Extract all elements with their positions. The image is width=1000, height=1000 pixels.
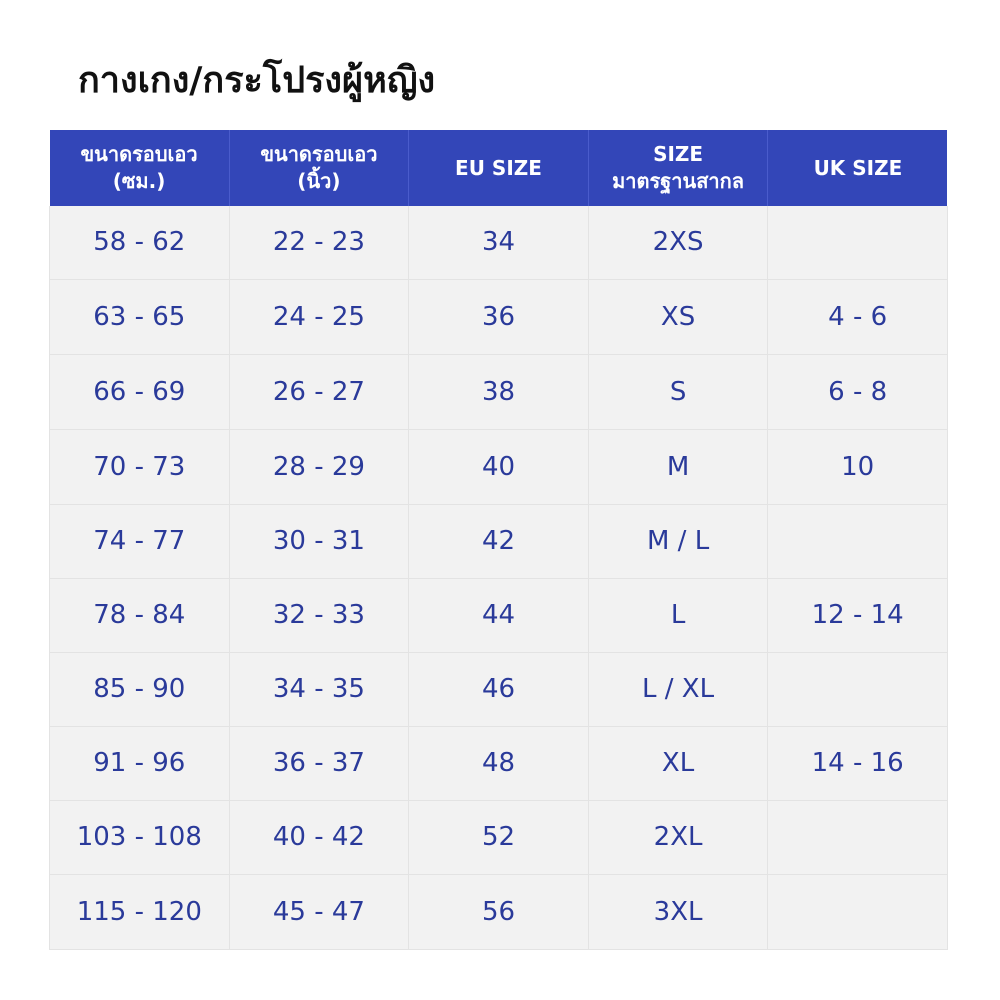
header-waist-inch bbox=[229, 130, 409, 206]
cell-uk-size: 10 bbox=[768, 429, 948, 504]
table-row bbox=[50, 354, 948, 429]
cell-waist-inch: 32 - 33 bbox=[229, 578, 409, 652]
table-row bbox=[50, 429, 948, 504]
cell-intl-size: 2XL bbox=[588, 800, 768, 874]
header-eu-size bbox=[409, 130, 589, 206]
cell-intl-size: XS bbox=[588, 279, 768, 354]
cell-eu-size: 48 bbox=[409, 726, 589, 800]
cell-waist-inch: 26 - 27 bbox=[229, 354, 409, 429]
cell-uk-size: 4 - 6 bbox=[768, 279, 948, 354]
cell-waist-cm: 63 - 65 bbox=[50, 279, 230, 354]
header-sublabel: มาตรฐานสากล bbox=[612, 169, 745, 193]
header-sublabel: (นิ้ว) bbox=[297, 169, 341, 193]
cell-waist-inch: 22 - 23 bbox=[229, 206, 409, 279]
cell-eu-size: 42 bbox=[409, 504, 589, 578]
cell-waist-inch: 24 - 25 bbox=[229, 279, 409, 354]
cell-waist-cm: 70 - 73 bbox=[50, 429, 230, 504]
cell-eu-size: 44 bbox=[409, 578, 589, 652]
table-row bbox=[50, 800, 948, 874]
table-row bbox=[50, 874, 948, 949]
header-row bbox=[50, 130, 948, 206]
header-uk-size bbox=[768, 130, 948, 206]
cell-waist-cm: 58 - 62 bbox=[50, 206, 230, 279]
header-label: SIZE bbox=[653, 142, 704, 166]
header-waist-cm bbox=[50, 130, 230, 206]
table-header bbox=[50, 130, 948, 206]
cell-eu-size: 40 bbox=[409, 429, 589, 504]
cell-intl-size: M bbox=[588, 429, 768, 504]
cell-waist-inch: 28 - 29 bbox=[229, 429, 409, 504]
cell-waist-inch: 30 - 31 bbox=[229, 504, 409, 578]
table-row bbox=[50, 726, 948, 800]
cell-uk-size bbox=[768, 206, 948, 279]
table-row bbox=[50, 652, 948, 726]
cell-waist-inch: 36 - 37 bbox=[229, 726, 409, 800]
cell-eu-size: 36 bbox=[409, 279, 589, 354]
cell-uk-size bbox=[768, 652, 948, 726]
cell-intl-size: S bbox=[588, 354, 768, 429]
cell-waist-inch: 34 - 35 bbox=[229, 652, 409, 726]
cell-waist-cm: 78 - 84 bbox=[50, 578, 230, 652]
page-title: กางเกง/กระโปรงผู้หญิง bbox=[78, 60, 436, 101]
header-label: UK SIZE bbox=[813, 155, 903, 180]
table-row bbox=[50, 504, 948, 578]
cell-eu-size: 46 bbox=[409, 652, 589, 726]
table-row bbox=[50, 206, 948, 279]
cell-waist-cm: 91 - 96 bbox=[50, 726, 230, 800]
header-sublabel: (ซม.) bbox=[112, 169, 166, 193]
cell-waist-cm: 103 - 108 bbox=[50, 800, 230, 874]
cell-waist-cm: 74 - 77 bbox=[50, 504, 230, 578]
size-chart-table bbox=[49, 130, 948, 950]
cell-uk-size: 12 - 14 bbox=[768, 578, 948, 652]
cell-intl-size: L bbox=[588, 578, 768, 652]
table-row bbox=[50, 279, 948, 354]
cell-intl-size: 2XS bbox=[588, 206, 768, 279]
cell-intl-size: XL bbox=[588, 726, 768, 800]
cell-waist-inch: 40 - 42 bbox=[229, 800, 409, 874]
cell-eu-size: 56 bbox=[409, 874, 589, 949]
cell-uk-size: 6 - 8 bbox=[768, 354, 948, 429]
cell-waist-cm: 115 - 120 bbox=[50, 874, 230, 949]
header-label: ขนาดรอบเอว bbox=[80, 142, 198, 166]
header-intl-size bbox=[588, 130, 768, 206]
cell-waist-cm: 85 - 90 bbox=[50, 652, 230, 726]
cell-intl-size: M / L bbox=[588, 504, 768, 578]
cell-eu-size: 38 bbox=[409, 354, 589, 429]
cell-eu-size: 34 bbox=[409, 206, 589, 279]
header-label: ขนาดรอบเอว bbox=[260, 142, 378, 166]
cell-uk-size bbox=[768, 504, 948, 578]
cell-uk-size: 14 - 16 bbox=[768, 726, 948, 800]
header-label: EU SIZE bbox=[455, 155, 542, 180]
cell-intl-size: L / XL bbox=[588, 652, 768, 726]
cell-waist-cm: 66 - 69 bbox=[50, 354, 230, 429]
cell-eu-size: 52 bbox=[409, 800, 589, 874]
table-row bbox=[50, 578, 948, 652]
cell-waist-inch: 45 - 47 bbox=[229, 874, 409, 949]
cell-intl-size: 3XL bbox=[588, 874, 768, 949]
table-body bbox=[50, 206, 948, 949]
cell-uk-size bbox=[768, 874, 948, 949]
cell-uk-size bbox=[768, 800, 948, 874]
